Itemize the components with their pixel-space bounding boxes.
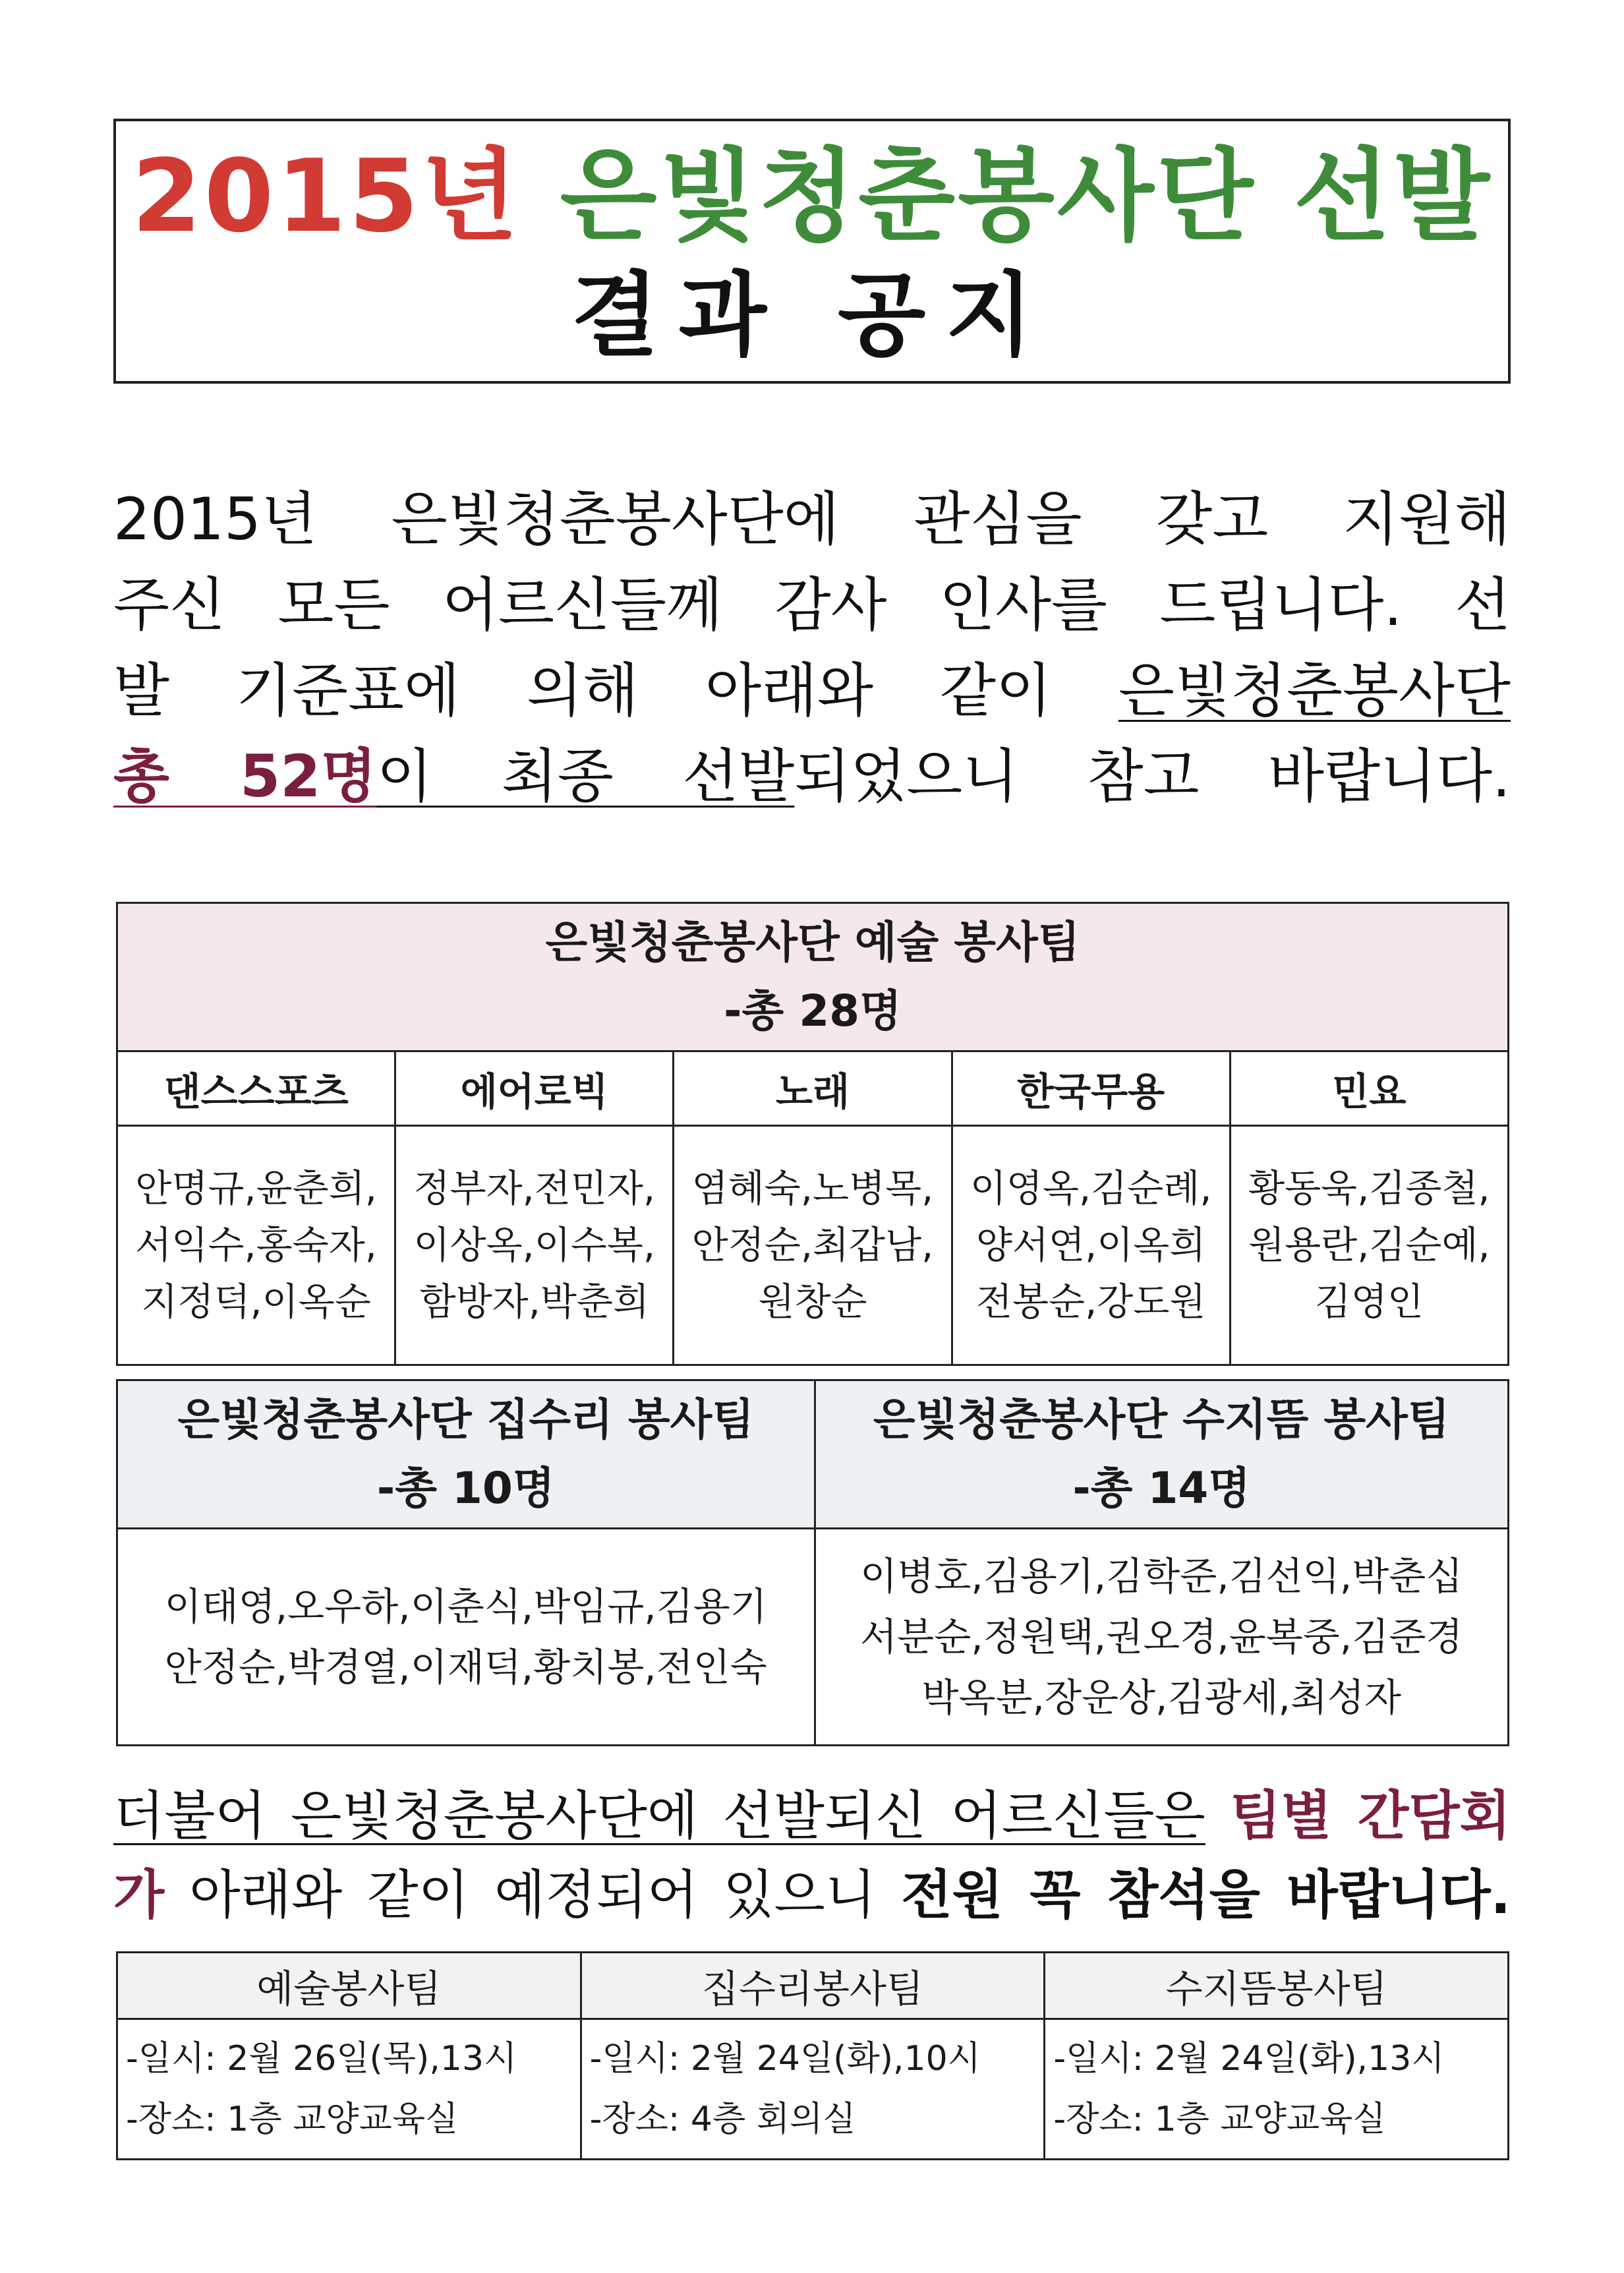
- genre-members: [1230, 1126, 1508, 1365]
- member-line: 원창순: [758, 1280, 867, 1324]
- meeting-info: [117, 2019, 581, 2160]
- meeting-info: [1045, 2019, 1509, 2160]
- closing-underlined: 더불어 은빛청춘봉사단에 선발되신 어르신들은: [113, 1785, 1205, 1846]
- genre-members: [395, 1126, 674, 1365]
- genre-members: [952, 1126, 1230, 1365]
- closing-meeting-highlight: 팀별 간담회: [1230, 1785, 1511, 1846]
- art-team-table: [116, 902, 1509, 1366]
- repair-team-total: -총 10명: [376, 1463, 555, 1514]
- title-year: 2015년: [131, 138, 521, 254]
- intro-total-count: 총 52명: [113, 742, 377, 810]
- repair-team-title: 은빛청춘봉사단 집수리 봉사팀: [177, 1394, 755, 1445]
- meeting-header: 예술봉사팀: [117, 1953, 581, 2019]
- member-line: 박옥분,장운상,김광세,최성자: [921, 1675, 1402, 1720]
- intro-line-1: 2015년 은빛청춘봉사단에 관심을 갖고 지원해: [113, 485, 1511, 553]
- member-line: 지정덕,이옥순: [141, 1280, 371, 1324]
- meeting-place: -장소: 1층 교양교육실: [126, 2100, 459, 2139]
- repair-team-members: [117, 1529, 815, 1746]
- genre-members: [117, 1126, 395, 1365]
- meeting-info: [581, 2019, 1045, 2160]
- art-team-title: 은빛청춘봉사단 예술 봉사팀: [545, 917, 1080, 968]
- knit-team-header: [815, 1380, 1509, 1529]
- meeting-date: -일시: 2월 26일(목),13시: [126, 2039, 517, 2079]
- title-box: [113, 119, 1511, 384]
- intro-line-4: [113, 737, 1511, 816]
- knit-team-members: [815, 1529, 1509, 1746]
- repair-knit-table: [116, 1379, 1509, 1746]
- member-line: 황동욱,김종철,: [1248, 1167, 1490, 1210]
- meeting-date: -일시: 2월 24일(화),13시: [1053, 2039, 1445, 2079]
- genre-header: 에어로빅: [395, 1051, 674, 1126]
- genre-header: 노래: [674, 1051, 952, 1126]
- page-title: [116, 137, 1508, 256]
- knit-team-title: 은빛청춘봉사단 수지뜸 봉사팀: [873, 1394, 1450, 1445]
- intro-line-3-text: 발 기준표에 의해 아래와 같이: [113, 657, 1118, 724]
- member-line: 정부자,전민자,: [413, 1167, 656, 1210]
- meeting-schedule-table: [116, 1951, 1509, 2160]
- meeting-header: 수지뜸봉사팀: [1045, 1953, 1509, 2019]
- member-line: 이태영,오우하,이춘식,박임규,김용기: [164, 1584, 767, 1629]
- member-line: 안명규,윤춘희,: [135, 1167, 377, 1210]
- member-line: 염혜숙,노병목,: [691, 1167, 934, 1210]
- intro-line-2: 주신 모든 어르신들께 감사 인사를 드립니다. 선: [113, 571, 1511, 639]
- member-line: 이상옥,이수복,: [413, 1224, 656, 1267]
- meeting-header: 집수리봉사팀: [581, 1953, 1045, 2019]
- member-line: 이병호,김용기,김학준,김선익,박춘십: [860, 1554, 1463, 1599]
- closing-line-2: [113, 1859, 1511, 1932]
- art-team-total: -총 28명: [724, 986, 902, 1036]
- member-line: 안정순,최갑남,: [691, 1224, 934, 1267]
- member-line: 이영옥,김순례,: [970, 1167, 1212, 1210]
- member-line: 함방자,박춘희: [419, 1280, 650, 1324]
- meeting-place: -장소: 1층 교양교육실: [1053, 2100, 1386, 2139]
- genre-header: 댄스스포츠: [117, 1051, 395, 1126]
- art-team-header: [117, 903, 1509, 1051]
- member-line: 원용란,김순예,: [1248, 1224, 1490, 1267]
- meeting-date: -일시: 2월 24일(화),10시: [589, 2039, 981, 2079]
- member-line: 서분순,정원택,권오경,윤복중,김준경: [860, 1614, 1463, 1659]
- knit-team-total: -총 14명: [1072, 1463, 1251, 1514]
- intro-line-3: [113, 651, 1511, 730]
- repair-team-header: [117, 1380, 815, 1529]
- intro-underlined-team: 은빛청춘봉사단: [1118, 657, 1511, 724]
- genre-header: 민요: [1230, 1051, 1508, 1126]
- member-line: 양서연,이옥희: [975, 1224, 1206, 1267]
- closing-text: 아래와 같이 예정되어 있으니: [164, 1864, 902, 1926]
- genre-header: 한국무용: [952, 1051, 1230, 1126]
- member-line: 서익수,홍숙자,: [135, 1224, 377, 1267]
- closing-line-1: [113, 1780, 1511, 1852]
- member-line: 전봉순,강도원: [975, 1280, 1206, 1324]
- page-subtitle: 결과 공지: [571, 262, 1053, 369]
- genre-members: [674, 1126, 952, 1365]
- meeting-place: -장소: 4층 회의실: [589, 2100, 856, 2139]
- intro-line-4-end: 되었으니 참고 바랍니다.: [794, 742, 1511, 810]
- intro-final-selection: 이 최종 선발: [376, 742, 795, 810]
- member-line: 안정순,박경열,이재덕,황치봉,전인숙: [164, 1645, 767, 1690]
- title-name: 은빛청춘봉사단 선발: [560, 138, 1493, 254]
- member-line: 김영인: [1314, 1280, 1424, 1324]
- closing-attend-request: 전원 꼭 참석을 바랍니다.: [901, 1864, 1511, 1926]
- closing-meeting-highlight-end: 가: [113, 1864, 165, 1926]
